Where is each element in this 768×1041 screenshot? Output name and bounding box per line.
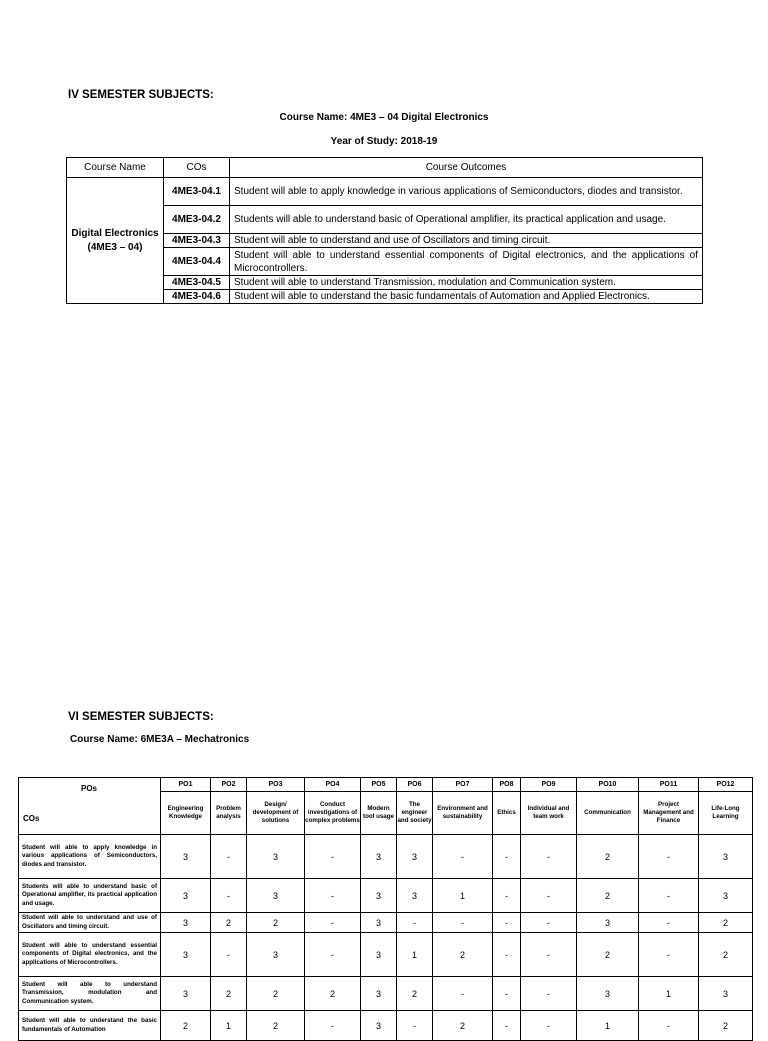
po-code-row: [19, 778, 753, 792]
po-code: PO4: [305, 778, 361, 792]
mapping-value: -: [305, 1011, 361, 1041]
course-name-cell: [67, 178, 164, 304]
mapping-value: 2: [577, 879, 639, 913]
table-row: [19, 977, 753, 1011]
po-name: Individual and team work: [521, 792, 577, 835]
co-code: 4ME3-04.2: [164, 206, 230, 234]
course-outcomes-table: [66, 157, 703, 304]
co-outcome: Student will able to apply knowledge in various applications of Semiconductors, diodes and transistor.: [230, 178, 703, 206]
mapping-value: 2: [161, 1011, 211, 1041]
mapping-value: 3: [247, 835, 305, 879]
po-code: PO1: [161, 778, 211, 792]
mapping-value: -: [397, 1011, 433, 1041]
mapping-value: 2: [247, 913, 305, 933]
mapping-value: 3: [361, 1011, 397, 1041]
section2-course-name-line: Course Name: 6ME3A – Mechatronics: [70, 734, 250, 745]
mapping-value: 1: [577, 1011, 639, 1041]
table-row: [19, 913, 753, 933]
mapping-value: 3: [699, 977, 753, 1011]
mapping-value: 3: [397, 879, 433, 913]
mapping-value: 3: [397, 835, 433, 879]
course-name-line: Course Name: 4ME3 – 04 Digital Electronics: [279, 112, 489, 123]
co-code: 4ME3-04.6: [164, 290, 230, 304]
co-description: Students will able to understand basic of Operational amplifier, its practical application and usage.: [19, 879, 161, 913]
mapping-value: 3: [161, 977, 211, 1011]
mapping-value: -: [433, 913, 493, 933]
mapping-value: -: [493, 977, 521, 1011]
mapping-value: 3: [161, 913, 211, 933]
mapping-value: 2: [699, 1011, 753, 1041]
co-code: 4ME3-04.5: [164, 276, 230, 290]
mapping-value: 3: [361, 933, 397, 977]
pos-cos-corner-cell: [19, 778, 161, 835]
table-row: [19, 835, 753, 879]
mapping-value: -: [493, 933, 521, 977]
po-code: PO12: [699, 778, 753, 792]
mapping-value: 3: [361, 913, 397, 933]
mapping-body: [19, 835, 753, 1041]
pos-label: POs: [81, 784, 98, 793]
mapping-value: -: [521, 1011, 577, 1041]
table-row: [19, 1011, 753, 1041]
mapping-value: 3: [247, 933, 305, 977]
year-of-study-line: Year of Study: 2018-19: [330, 136, 438, 147]
po-name: The engineer and society: [397, 792, 433, 835]
mapping-value: -: [521, 913, 577, 933]
mapping-value: -: [211, 879, 247, 913]
mapping-value: 1: [433, 879, 493, 913]
co-description: Student will able to understand Transmission, modulation and Communication system.: [19, 977, 161, 1011]
po-name: Project Management and Finance: [639, 792, 699, 835]
po-code: PO7: [433, 778, 493, 792]
table-row: [19, 933, 753, 977]
po-name: Modern tool usage: [361, 792, 397, 835]
course-name-line-2: (4ME3 – 04): [87, 241, 143, 253]
mapping-value: 1: [639, 977, 699, 1011]
mapping-value: -: [211, 835, 247, 879]
mapping-value: -: [521, 977, 577, 1011]
table-header-row: [67, 158, 703, 178]
mapping-value: -: [433, 977, 493, 1011]
co-code: 4ME3-04.3: [164, 234, 230, 248]
mapping-value: -: [639, 1011, 699, 1041]
course-name-line-1: Digital Electronics: [71, 227, 159, 239]
po-code: PO5: [361, 778, 397, 792]
mapping-value: 3: [577, 913, 639, 933]
table-row: [19, 879, 753, 913]
co-outcome: Student will able to understand the basic fundamentals of Automation and Applied Electronics.: [230, 290, 703, 304]
mapping-value: -: [521, 835, 577, 879]
mapping-value: 2: [211, 977, 247, 1011]
co-outcome: Student will able to understand essential components of Digital electronics, and the applications of Microcontrollers.: [230, 248, 703, 276]
mapping-value: 2: [247, 977, 305, 1011]
mapping-value: 2: [305, 977, 361, 1011]
co-outcome: Student will able to understand and use of Oscillators and timing circuit.: [230, 234, 703, 248]
mapping-value: 2: [699, 933, 753, 977]
mapping-value: 2: [433, 933, 493, 977]
po-name: Environment and sustainability: [433, 792, 493, 835]
po-code: PO2: [211, 778, 247, 792]
po-code: PO9: [521, 778, 577, 792]
po-name: Life-Long Learning: [699, 792, 753, 835]
mapping-value: -: [305, 835, 361, 879]
section1-title: IV SEMESTER SUBJECTS:: [68, 89, 214, 101]
mapping-value: 2: [699, 913, 753, 933]
mapping-value: -: [493, 879, 521, 913]
po-name: Communication: [577, 792, 639, 835]
co-description: Student will able to understand the basic fundamentals of Automation: [19, 1011, 161, 1041]
mapping-value: 3: [161, 835, 211, 879]
header-cos: COs: [164, 158, 230, 178]
mapping-value: -: [211, 933, 247, 977]
mapping-value: -: [305, 879, 361, 913]
mapping-value: 2: [247, 1011, 305, 1041]
header-course-outcomes: Course Outcomes: [230, 158, 703, 178]
mapping-value: -: [521, 933, 577, 977]
mapping-value: 3: [361, 879, 397, 913]
mapping-value: 2: [433, 1011, 493, 1041]
po-name: Ethics: [493, 792, 521, 835]
po-code: PO10: [577, 778, 639, 792]
mapping-value: 2: [577, 933, 639, 977]
po-name: Problem analysis: [211, 792, 247, 835]
po-code: PO6: [397, 778, 433, 792]
mapping-value: 2: [211, 913, 247, 933]
mapping-value: 3: [361, 977, 397, 1011]
po-name: Engineering Knowledge: [161, 792, 211, 835]
mapping-value: -: [493, 835, 521, 879]
mapping-value: 3: [161, 933, 211, 977]
co-description: Student will able to understand essential components of Digital electronics, and the applications of Microcontrollers.: [19, 933, 161, 977]
mapping-value: 3: [361, 835, 397, 879]
mapping-value: -: [521, 879, 577, 913]
co-code: 4ME3-04.1: [164, 178, 230, 206]
mapping-value: 1: [397, 933, 433, 977]
po-name: Conduct investigations of complex problems: [305, 792, 361, 835]
co-description: Student will able to apply knowledge in various applications of Semiconductors, diodes and transistor.: [19, 835, 161, 879]
section2-title: VI SEMESTER SUBJECTS:: [68, 711, 214, 723]
mapping-value: -: [493, 1011, 521, 1041]
mapping-value: 3: [161, 879, 211, 913]
table-row: [67, 178, 703, 206]
co-outcome: Student will able to understand Transmission, modulation and Communication system.: [230, 276, 703, 290]
co-outcome: Students will able to understand basic of Operational amplifier, its practical application and usage.: [230, 206, 703, 234]
po-name: Design/ development of solutions: [247, 792, 305, 835]
co-description: Student will able to understand and use of Oscillators and timing circuit.: [19, 913, 161, 933]
mapping-value: 3: [577, 977, 639, 1011]
cos-label: COs: [23, 814, 40, 823]
mapping-value: 3: [699, 835, 753, 879]
mapping-value: -: [639, 913, 699, 933]
mapping-value: 3: [699, 879, 753, 913]
mapping-value: -: [639, 933, 699, 977]
mapping-value: 1: [211, 1011, 247, 1041]
co-code: 4ME3-04.4: [164, 248, 230, 276]
mapping-value: 3: [247, 879, 305, 913]
header-course-name: Course Name: [67, 158, 164, 178]
mapping-value: -: [639, 835, 699, 879]
mapping-value: -: [305, 913, 361, 933]
mapping-value: 2: [397, 977, 433, 1011]
po-code: PO3: [247, 778, 305, 792]
mapping-value: -: [639, 879, 699, 913]
mapping-value: 2: [577, 835, 639, 879]
mapping-value: -: [433, 835, 493, 879]
mapping-value: -: [493, 913, 521, 933]
mapping-value: -: [305, 933, 361, 977]
co-po-mapping-table: [18, 777, 753, 1041]
po-code: PO8: [493, 778, 521, 792]
po-code: PO11: [639, 778, 699, 792]
mapping-value: -: [397, 913, 433, 933]
